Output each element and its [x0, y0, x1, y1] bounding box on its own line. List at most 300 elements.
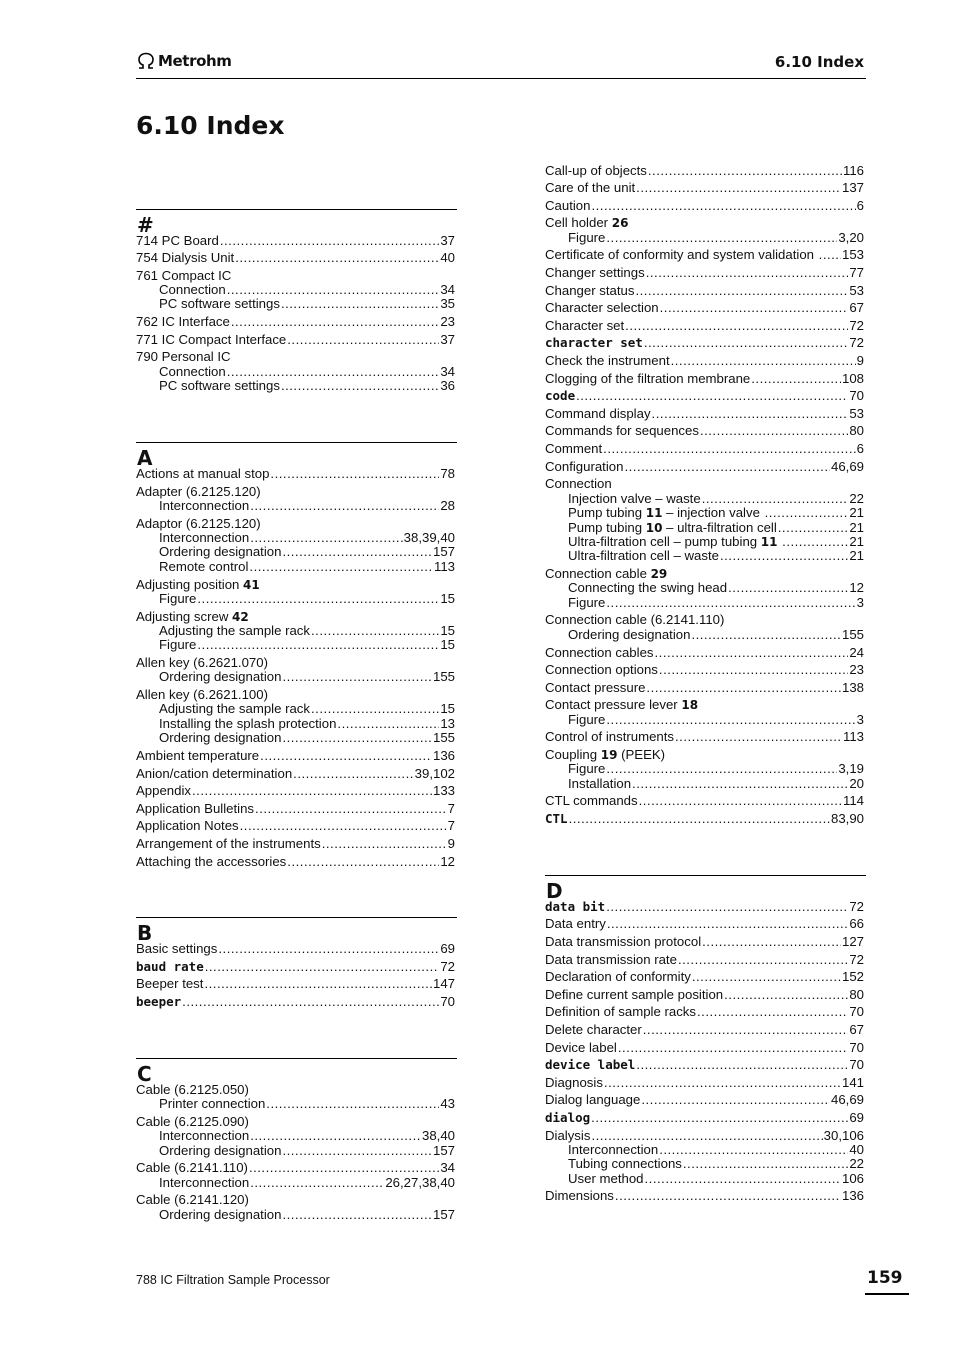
leader-dots — [282, 1143, 432, 1158]
index-entry — [545, 662, 864, 677]
index-entry — [545, 406, 864, 421]
leader-dots — [702, 934, 841, 949]
page-reference: 9 — [856, 353, 864, 368]
leader-dots — [624, 459, 830, 474]
page-reference: 70 — [849, 388, 864, 403]
entry-term: Ultra-filtration cell – waste — [568, 548, 719, 563]
page-reference: 37 — [440, 332, 455, 347]
index-entry — [545, 697, 698, 713]
index-entry — [136, 994, 455, 1009]
index-entry — [136, 748, 455, 763]
entry-term: Adjusting the sample rack — [159, 701, 310, 716]
entry-term: Declaration of conformity — [545, 969, 691, 984]
index-entry — [545, 318, 864, 333]
entry-term: Adaptor (6.2125.120) — [136, 516, 261, 531]
entry-term: PC software settings — [159, 296, 280, 311]
section-letter: # — [137, 213, 154, 237]
entry-term: Interconnection — [159, 1128, 250, 1143]
entry-term: Connection cables — [545, 645, 654, 660]
leader-dots — [606, 230, 837, 245]
page-reference: 70 — [849, 1004, 864, 1019]
leader-dots — [282, 544, 432, 559]
entry-term: Comment — [545, 441, 603, 456]
index-entry — [545, 1040, 864, 1055]
entry-term: Definition of sample racks — [545, 1004, 696, 1019]
leader-dots — [337, 716, 439, 731]
entry-term: Figure — [568, 595, 606, 610]
leader-dots — [255, 801, 447, 816]
leader-dots — [282, 1207, 432, 1222]
index-entry — [136, 1082, 249, 1097]
page-reference: 70 — [849, 1057, 864, 1072]
entry-term: Interconnection — [159, 1175, 250, 1190]
page-reference: 12 — [440, 854, 455, 869]
index-subentry — [159, 591, 455, 606]
page-reference: 13 — [440, 716, 455, 731]
page-reference: 36 — [440, 378, 455, 393]
page-reference: 20 — [849, 776, 864, 791]
index-subentry — [568, 776, 864, 791]
page-reference: 106 — [841, 1171, 864, 1186]
entry-term: Allen key (6.2621.070) — [136, 655, 268, 670]
entry-term: 762 IC Interface — [136, 314, 230, 329]
page-reference: 70 — [849, 1040, 864, 1055]
entry-term: Installation — [568, 776, 632, 791]
page-reference: 155 — [841, 627, 864, 642]
entry-term: Data transmission protocol — [545, 934, 702, 949]
entry-term — [777, 534, 781, 549]
entry-term: Allen key (6.2621.100) — [136, 687, 268, 702]
leader-dots — [643, 1022, 849, 1037]
leader-dots — [231, 314, 439, 329]
index-subentry — [159, 623, 455, 638]
leader-dots — [281, 378, 439, 393]
entry-term: Figure — [159, 637, 197, 652]
leader-dots — [615, 1188, 841, 1203]
entry-term: Beeper test — [136, 976, 204, 991]
page-reference: 37 — [440, 233, 455, 248]
leader-dots — [618, 1040, 848, 1055]
part-number: 18 — [681, 698, 699, 712]
index-entry — [136, 976, 455, 991]
leader-dots — [675, 729, 842, 744]
index-subentry — [159, 498, 455, 513]
index-entry — [545, 388, 864, 403]
leader-dots — [270, 466, 439, 481]
entry-term: Remote control — [159, 559, 249, 574]
index-entry — [545, 1188, 864, 1203]
leader-dots — [235, 250, 439, 265]
page-reference: 72 — [849, 335, 864, 350]
page-reference: 152 — [841, 969, 864, 984]
index-subentry — [159, 559, 455, 574]
index-entry — [136, 1160, 455, 1175]
entry-term: 714 PC Board — [136, 233, 219, 248]
entry-term: Adjusting the sample rack — [159, 623, 310, 638]
leader-dots — [227, 364, 440, 379]
page-number-divider — [865, 1293, 909, 1295]
index-entry — [136, 801, 455, 816]
leader-dots — [591, 1110, 848, 1125]
leader-dots — [641, 1092, 830, 1107]
page-reference: 3,20 — [838, 230, 864, 245]
leader-dots — [660, 300, 849, 315]
leader-dots — [782, 534, 848, 549]
leader-dots — [604, 1075, 841, 1090]
leader-dots — [249, 1160, 439, 1175]
leader-dots — [606, 595, 855, 610]
part-number: 41 — [243, 578, 260, 592]
leader-dots — [197, 637, 439, 652]
leader-dots — [250, 1128, 421, 1143]
part-number: 11 — [645, 506, 663, 520]
page-reference: 113 — [433, 559, 455, 574]
page-reference: 12 — [849, 580, 864, 595]
index-entry — [136, 818, 455, 833]
index-entry — [136, 836, 455, 851]
entry-term: – injection valve — [662, 505, 764, 520]
index-entry — [136, 854, 455, 869]
metrohm-logo — [136, 52, 231, 70]
leader-dots — [678, 952, 848, 967]
index-subentry — [568, 1156, 864, 1171]
entry-term: Adjusting screw — [136, 609, 233, 624]
index-entry — [136, 783, 455, 798]
entry-term: Ordering designation — [159, 730, 282, 745]
index-entry — [545, 1057, 864, 1072]
page-reference: 15 — [440, 637, 455, 652]
page-reference: 80 — [849, 423, 864, 438]
entry-term: Contact pressure lever — [545, 697, 682, 712]
entry-term: Ordering designation — [159, 544, 282, 559]
index-entry — [545, 300, 864, 315]
page-reference: 34 — [440, 282, 455, 297]
page-reference: 72 — [440, 959, 455, 974]
page-reference: 34 — [440, 364, 455, 379]
index-entry — [545, 476, 612, 491]
page-reference: 43 — [440, 1096, 455, 1111]
entry-term: Ordering designation — [159, 1207, 282, 1222]
leader-dots — [671, 353, 856, 368]
leader-dots — [724, 987, 848, 1002]
leader-dots — [287, 332, 439, 347]
index-entry — [545, 1092, 864, 1107]
entry-term: device label — [545, 1057, 636, 1072]
leader-dots — [192, 783, 432, 798]
index-entry — [545, 612, 724, 627]
index-entry — [136, 233, 455, 248]
page-reference: 15 — [440, 701, 455, 716]
index-entry — [136, 250, 455, 265]
entry-term: Actions at manual stop — [136, 466, 270, 481]
index-entry — [136, 332, 455, 347]
entry-term: Appendix — [136, 783, 191, 798]
page-reference: 80 — [849, 987, 864, 1002]
entry-term: Contact pressure — [545, 680, 646, 695]
section-header — [136, 442, 457, 470]
index-subentry — [159, 637, 455, 652]
entry-term: – ultra-filtration cell — [662, 520, 777, 535]
index-entry — [545, 987, 864, 1002]
page-reference: 157 — [432, 1207, 455, 1222]
entry-term: Device label — [545, 1040, 617, 1055]
entry-term: beeper — [136, 994, 182, 1009]
index-subentry — [159, 701, 455, 716]
leader-dots — [645, 1171, 841, 1186]
index-subentry — [159, 364, 455, 379]
index-subentry — [568, 627, 864, 642]
leader-dots — [636, 180, 841, 195]
entry-term: Dialysis — [545, 1128, 591, 1143]
entry-term: 790 Personal IC — [136, 349, 231, 364]
part-number: 10 — [645, 521, 663, 535]
leader-dots — [646, 680, 841, 695]
leader-dots — [205, 959, 440, 974]
page-reference: 23 — [849, 662, 864, 677]
entry-term: data bit — [545, 899, 606, 914]
entry-term: Ordering designation — [568, 627, 691, 642]
entry-term: Pump tubing — [568, 520, 646, 535]
entry-term: Check the instrument — [545, 353, 670, 368]
page-reference: 108 — [841, 371, 864, 386]
leader-dots — [765, 505, 849, 520]
leader-dots — [250, 498, 439, 513]
page-reference: 35 — [440, 296, 455, 311]
page-reference: 67 — [849, 1022, 864, 1037]
page-reference: 40 — [849, 1142, 864, 1157]
page-reference: 15 — [440, 591, 455, 606]
index-entry — [545, 729, 864, 744]
leader-dots — [700, 423, 848, 438]
leader-dots — [607, 916, 848, 931]
page-reference: 21 — [849, 548, 864, 563]
page-reference: 77 — [849, 265, 864, 280]
leader-dots — [250, 530, 402, 545]
leader-dots — [576, 388, 848, 403]
section-letter: A — [137, 446, 153, 470]
entry-term: Ambient temperature — [136, 748, 260, 763]
entry-term: Connection cable — [545, 566, 651, 581]
index-subentry — [159, 1128, 455, 1143]
page-reference: 72 — [849, 318, 864, 333]
index-subentry — [159, 544, 455, 559]
leader-dots — [644, 335, 848, 350]
index-entry — [545, 247, 864, 262]
page-reference: 39,102 — [414, 766, 455, 781]
entry-term: Commands for sequences — [545, 423, 699, 438]
entry-term: Figure — [159, 591, 197, 606]
entry-term: Attaching the accessories — [136, 854, 287, 869]
index-entry — [136, 1192, 249, 1207]
page-reference: 127 — [841, 934, 864, 949]
leader-dots — [683, 1156, 848, 1171]
leader-dots — [569, 811, 830, 826]
index-entry — [136, 349, 231, 364]
index-subentry — [568, 1142, 864, 1157]
page-reference: 138 — [841, 680, 864, 695]
leader-dots — [250, 1175, 384, 1190]
leader-dots — [691, 627, 841, 642]
entry-term: Clogging of the filtration membrane — [545, 371, 751, 386]
leader-dots — [652, 406, 849, 421]
section-header — [136, 209, 457, 237]
page-reference: 9 — [447, 836, 455, 851]
index-subentry — [159, 1143, 455, 1158]
page-reference: 136 — [841, 1188, 864, 1203]
leader-dots — [282, 669, 432, 684]
entry-term: Tubing connections — [568, 1156, 682, 1171]
index-subentry — [159, 1207, 455, 1222]
entry-term: Adjusting position — [136, 577, 244, 592]
index-entry — [545, 371, 864, 386]
page-reference: 78 — [440, 466, 455, 481]
entry-term: Delete character — [545, 1022, 642, 1037]
page-reference: 157 — [432, 544, 455, 559]
page-reference: 26,27,38,40 — [385, 1175, 455, 1190]
entry-term: Caution — [545, 198, 591, 213]
page-reference: 23 — [440, 314, 455, 329]
page-reference: 22 — [849, 1156, 864, 1171]
index-subentry — [568, 548, 864, 563]
part-number: 19 — [600, 748, 618, 762]
index-entry — [136, 268, 231, 283]
entry-term: Character selection — [545, 300, 659, 315]
leader-dots — [635, 283, 848, 298]
leader-dots — [606, 899, 848, 914]
leader-dots — [702, 491, 849, 506]
index-subentry — [568, 761, 864, 776]
index-subentry — [568, 1171, 864, 1186]
index-subentry — [159, 716, 455, 731]
index-entry — [136, 941, 455, 956]
entry-term: Coupling — [545, 747, 601, 762]
index-entry — [545, 793, 864, 808]
entry-term: Character set — [545, 318, 625, 333]
entry-term: Arrangement of the instruments — [136, 836, 321, 851]
index-entry — [545, 215, 628, 231]
index-entry — [545, 1075, 864, 1090]
entry-term: Interconnection — [159, 530, 250, 545]
index-subentry — [159, 296, 455, 311]
leader-dots — [591, 1128, 822, 1143]
page-reference: 3 — [856, 595, 864, 610]
entry-term: 754 Dialysis Unit — [136, 250, 235, 265]
leader-dots — [659, 1142, 848, 1157]
index-entry — [545, 1022, 864, 1037]
entry-term: dialog — [545, 1110, 591, 1125]
entry-term: Configuration — [545, 459, 624, 474]
page-reference: 46,69 — [830, 1092, 864, 1107]
entry-term: Dimensions — [545, 1188, 614, 1203]
index-entry — [545, 934, 864, 949]
page-reference: 24 — [849, 645, 864, 660]
entry-term: Dialog language — [545, 1092, 641, 1107]
entry-term: character set — [545, 335, 643, 350]
index-subentry — [159, 378, 455, 393]
index-entry — [545, 952, 864, 967]
index-subentry — [568, 580, 864, 595]
leader-dots — [751, 371, 841, 386]
index-subentry — [568, 712, 864, 727]
entry-term: Connection — [545, 476, 612, 491]
entry-term: Diagnosis — [545, 1075, 603, 1090]
index-entry — [545, 423, 864, 438]
leader-dots — [606, 712, 855, 727]
index-entry — [136, 687, 268, 702]
page-reference: 38,39,40 — [403, 530, 455, 545]
page-reference: 153 — [841, 247, 864, 262]
index-entry — [545, 680, 864, 695]
page-reference: 21 — [849, 534, 864, 549]
page-reference: 114 — [842, 793, 864, 808]
entry-term: CTL commands — [545, 793, 638, 808]
entry-term: Changer settings — [545, 265, 645, 280]
index-entry — [545, 198, 864, 213]
entry-term: Basic settings — [136, 941, 218, 956]
page-reference: 6 — [856, 198, 864, 213]
page-reference: 66 — [849, 916, 864, 931]
header-divider — [136, 78, 866, 79]
index-entry — [136, 959, 455, 974]
page-reference: 21 — [849, 505, 864, 520]
index-subentry — [159, 730, 455, 745]
footer-product-name: 788 IC Filtration Sample Processor — [136, 1273, 330, 1287]
part-number: 11 — [760, 535, 778, 549]
entry-term: code — [545, 388, 576, 403]
entry-term: Figure — [568, 230, 606, 245]
entry-term: Ordering designation — [159, 1143, 282, 1158]
entry-term: Certificate of conformity and system validation — [545, 247, 818, 262]
index-subentry — [159, 282, 455, 297]
leader-dots — [266, 1096, 439, 1111]
page-reference: 72 — [849, 952, 864, 967]
entry-term: Figure — [568, 712, 606, 727]
index-subentry — [568, 230, 864, 245]
index-entry — [136, 655, 268, 670]
section-letter: D — [546, 879, 563, 903]
leader-dots — [260, 748, 432, 763]
page-reference: 3 — [856, 712, 864, 727]
omega-logo-icon — [136, 52, 156, 70]
page-reference: 141 — [841, 1075, 864, 1090]
page-reference: 30,106 — [823, 1128, 864, 1143]
page-reference: 155 — [432, 730, 455, 745]
page-title: 6.10 Index — [136, 111, 285, 140]
page-reference: 7 — [447, 818, 455, 833]
entry-term: (PEEK) — [617, 747, 666, 762]
index-entry — [545, 1110, 864, 1125]
leader-dots — [197, 591, 439, 606]
leader-dots — [659, 662, 848, 677]
entry-term: Figure — [568, 761, 606, 776]
entry-term: Connection — [159, 282, 226, 297]
index-subentry — [568, 595, 864, 610]
page-reference: 83,90 — [830, 811, 864, 826]
leader-dots — [655, 645, 849, 660]
index-entry — [136, 314, 455, 329]
leader-dots — [648, 163, 842, 178]
index-entry — [545, 283, 864, 298]
leader-dots — [591, 198, 855, 213]
page-reference: 46,69 — [830, 459, 864, 474]
index-subentry — [159, 1175, 455, 1190]
entry-term: Installing the splash protection — [159, 716, 337, 731]
entry-term: Application Bulletins — [136, 801, 255, 816]
index-entry — [545, 969, 864, 984]
leader-dots — [625, 318, 848, 333]
entry-term: Adapter (6.2125.120) — [136, 484, 261, 499]
page-reference: 7 — [447, 801, 455, 816]
